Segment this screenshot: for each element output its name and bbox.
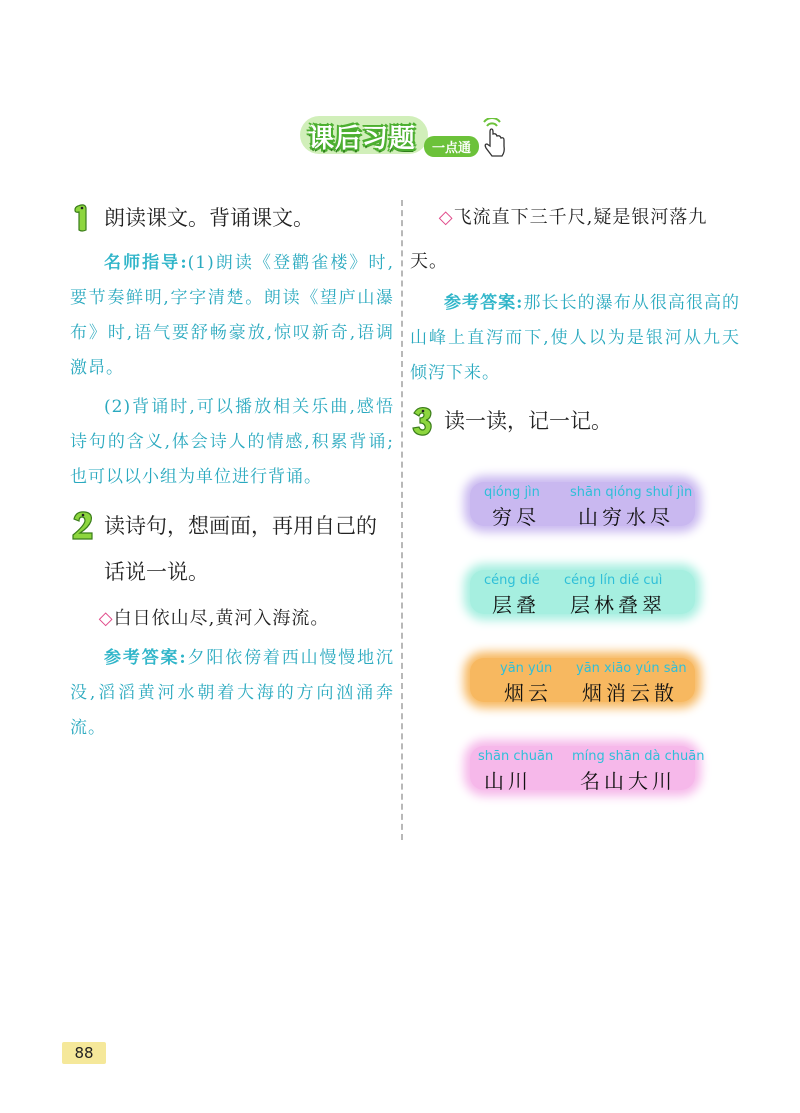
card-3-pinyin-2: yān xiāo yún sàn xyxy=(576,661,687,676)
card-3-word-1: 烟云 xyxy=(504,681,552,705)
guide-label: 名师指导: xyxy=(104,253,188,273)
verse-2 xyxy=(410,196,740,284)
card-3-pinyin-1: yān yún xyxy=(500,661,553,676)
verse-1-text: 白日依山尽,黄河入海流。 xyxy=(113,608,330,629)
verse-2-text: 飞流直下三千尺,疑是银河落九天。 xyxy=(410,207,708,272)
section-banner xyxy=(300,112,510,162)
question-1-text: 朗读课文。背诵课文。 xyxy=(104,206,314,230)
card-1-pinyin-1: qióng jìn xyxy=(484,485,540,500)
column-divider xyxy=(401,200,403,840)
banner-subtitle: 一点通 xyxy=(424,136,479,157)
question-1 xyxy=(70,196,394,240)
card-1-word-1: 穷尽 xyxy=(492,505,540,529)
question-3-text: 读一读，记一记。 xyxy=(444,409,612,433)
number-3-icon xyxy=(410,405,436,437)
card-2-pinyin-2: céng lín dié cuì xyxy=(564,573,663,588)
question-2 xyxy=(70,503,394,595)
diamond-icon: ◇ xyxy=(438,207,454,228)
number-2-icon xyxy=(70,509,96,541)
card-4-word-1: 山川 xyxy=(484,769,532,793)
question-3 xyxy=(410,399,740,443)
word-card-3 xyxy=(470,658,695,705)
card-2-word-1: 层叠 xyxy=(492,593,540,617)
left-column xyxy=(70,196,394,746)
answer-label: 参考答案: xyxy=(104,648,187,668)
guide-paragraph-1 xyxy=(70,246,394,386)
word-card-4 xyxy=(470,746,705,793)
answer-text-1: 夕阳依傍着西山慢慢地沉没,滔滔黄河水朝着大海的方向汹涌奔流。 xyxy=(70,648,394,738)
question-2-text: 读诗句，想画面，再用自己的话说一说。 xyxy=(104,514,377,584)
answer-paragraph-2 xyxy=(410,286,740,391)
card-1-pinyin-2: shān qióng shuǐ jìn xyxy=(570,485,693,500)
page-number: 88 xyxy=(62,1042,106,1064)
banner-title: 课后习题 xyxy=(308,124,417,154)
card-1-word-2: 山穷水尽 xyxy=(578,505,674,529)
answer-label: 参考答案: xyxy=(444,293,524,313)
answer-text-2: 那长长的瀑布从很高很高的山峰上直泻而下,使人以为是银河从九天倾泻下来。 xyxy=(410,293,741,383)
word-card-1 xyxy=(470,482,695,529)
guide-paragraph-2: (2)背诵时,可以播放相关乐曲,感悟诗句的含义,体会诗人的情感,积累背诵;也可以以小组为单位进行背诵。 xyxy=(70,397,394,487)
card-3-word-2: 烟消云散 xyxy=(582,681,678,705)
card-4-pinyin-1: shān chuān xyxy=(478,749,554,764)
guide-text-1: (1)朗读《登鹳雀楼》时,要节奏鲜明,字字清楚。朗读《望庐山瀑布》时,语气要舒畅豪放,惊叹新奇,语调激昂。 xyxy=(70,253,395,378)
card-2-pinyin-1: céng dié xyxy=(484,573,540,588)
diamond-icon: ◇ xyxy=(98,608,114,629)
number-1-icon xyxy=(70,202,96,234)
card-4-word-2: 名山大川 xyxy=(580,769,676,793)
card-4-pinyin-2: míng shān dà chuān xyxy=(572,749,705,764)
answer-paragraph-1 xyxy=(70,641,394,746)
right-column xyxy=(410,196,740,443)
card-2-word-2: 层林叠翠 xyxy=(570,593,666,617)
pointing-hand-icon xyxy=(478,118,508,158)
verse-1 xyxy=(70,599,394,639)
word-card-2 xyxy=(470,570,695,617)
